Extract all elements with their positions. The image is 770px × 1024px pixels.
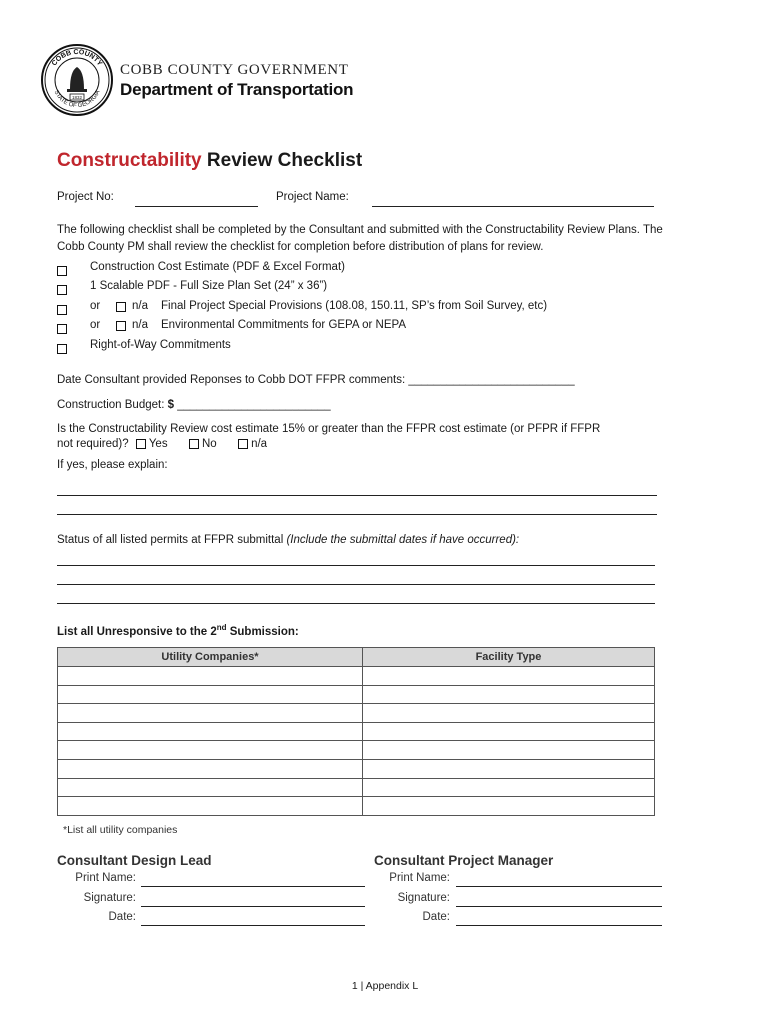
signature-label: Signature: bbox=[83, 892, 136, 904]
org-name: COBB COUNTY GOVERNMENT bbox=[120, 62, 349, 78]
facility-type-cell[interactable] bbox=[363, 759, 655, 778]
page-footer: 1 | Appendix L bbox=[351, 980, 419, 992]
left-signature-title: Consultant Design Lead bbox=[57, 853, 212, 868]
project-name-field[interactable] bbox=[372, 206, 654, 207]
print-name-field[interactable] bbox=[456, 886, 662, 887]
utility-company-cell[interactable] bbox=[58, 741, 363, 760]
table-row bbox=[58, 797, 655, 816]
checkbox[interactable] bbox=[57, 305, 67, 315]
na-checkbox[interactable] bbox=[116, 302, 126, 312]
na-label: n/a bbox=[251, 438, 268, 450]
na-checkbox[interactable] bbox=[238, 439, 248, 449]
title-rest: Review Checklist bbox=[201, 150, 363, 171]
explain-label: If yes, please explain: bbox=[57, 459, 168, 471]
yes-checkbox[interactable] bbox=[136, 439, 146, 449]
column-header: Utility Companies* bbox=[58, 648, 363, 667]
intro-paragraph: The following checklist shall be completed by the Consultant and submitted with the Constructability Review Plans. The Cobb County PM shall review the checklist for completion before distribution of plans for review. bbox=[57, 224, 663, 253]
signature-label: Signature: bbox=[397, 892, 450, 904]
utility-company-cell[interactable] bbox=[58, 797, 363, 816]
signature-field[interactable] bbox=[456, 906, 662, 907]
print-name-label: Print Name: bbox=[75, 872, 136, 884]
table-row bbox=[58, 685, 655, 704]
checklist-item: Right-of-Way Commitments bbox=[57, 340, 67, 358]
table-row bbox=[58, 741, 655, 760]
utility-table bbox=[57, 647, 655, 816]
na-checkbox[interactable] bbox=[116, 321, 126, 331]
budget-currency: $ bbox=[167, 399, 174, 411]
date-label: Date: bbox=[422, 911, 450, 923]
right-signature-title: Consultant Project Manager bbox=[374, 853, 554, 868]
construction-budget bbox=[57, 399, 331, 411]
utility-company-cell[interactable] bbox=[58, 667, 363, 686]
facility-type-cell[interactable] bbox=[363, 704, 655, 723]
checklist-item: 1 Scalable PDF - Full Size Plan Set (24” x 36”) bbox=[57, 281, 67, 299]
checklist-item: or n/a Environmental Commitments for GEPA or NEPA bbox=[57, 320, 67, 338]
seal-bottom-text: STATE OF GEORGIA bbox=[52, 89, 102, 110]
permits-label: Status of all listed permits at FFPR submittal (Include the submittal dates if have occurred): bbox=[57, 534, 520, 546]
table-row bbox=[58, 778, 655, 797]
unresponsive-label: List all Unresponsive to the 2nd Submission: bbox=[57, 623, 299, 638]
table-note: *List all utility companies bbox=[63, 824, 178, 836]
facility-type-cell[interactable] bbox=[363, 797, 655, 816]
date-field[interactable] bbox=[456, 925, 662, 926]
permits-line[interactable] bbox=[57, 565, 655, 566]
table-row bbox=[58, 759, 655, 778]
date-consultant-label: Date Consultant provided Reponses to Cobb DOT FFPR comments: __________________________ bbox=[57, 374, 575, 386]
yes-label: Yes bbox=[148, 438, 168, 450]
column-header: Facility Type bbox=[363, 648, 655, 667]
table-row bbox=[58, 704, 655, 723]
table-row bbox=[58, 722, 655, 741]
utility-company-cell[interactable] bbox=[58, 759, 363, 778]
utility-company-cell[interactable] bbox=[58, 722, 363, 741]
table-row bbox=[58, 667, 655, 686]
budget-field[interactable]: ________________________ bbox=[174, 399, 331, 411]
utility-company-cell[interactable] bbox=[58, 685, 363, 704]
date-label: Date: bbox=[108, 911, 136, 923]
permits-line[interactable] bbox=[57, 603, 655, 604]
permits-line[interactable] bbox=[57, 584, 655, 585]
signature-field[interactable] bbox=[141, 906, 365, 907]
utility-company-cell[interactable] bbox=[58, 704, 363, 723]
seal-top-text: COBB COUNTY bbox=[50, 48, 104, 68]
facility-type-cell[interactable] bbox=[363, 667, 655, 686]
page-title bbox=[57, 150, 362, 172]
no-checkbox[interactable] bbox=[189, 439, 199, 449]
title-highlight: Constructability bbox=[57, 150, 202, 171]
facility-type-cell[interactable] bbox=[363, 741, 655, 760]
explain-line[interactable] bbox=[57, 514, 657, 515]
department-name: Department of Transportation bbox=[120, 80, 354, 99]
checkbox[interactable] bbox=[57, 285, 67, 295]
facility-type-cell[interactable] bbox=[363, 685, 655, 704]
checkbox[interactable] bbox=[57, 266, 67, 276]
project-no-field[interactable] bbox=[135, 206, 258, 207]
checklist-item: Construction Cost Estimate (PDF & Excel Format) bbox=[57, 262, 67, 280]
explain-line[interactable] bbox=[57, 495, 657, 496]
project-name-label: Project Name: bbox=[276, 191, 349, 203]
cost-question-line2: not required)? Yes No n/a bbox=[57, 438, 268, 450]
checkbox[interactable] bbox=[57, 344, 67, 354]
print-name-label: Print Name: bbox=[389, 872, 450, 884]
seal-year: 1832 bbox=[71, 95, 83, 100]
checkbox[interactable] bbox=[57, 324, 67, 334]
county-seal-logo bbox=[40, 43, 114, 117]
facility-type-cell[interactable] bbox=[363, 722, 655, 741]
budget-label: Construction Budget: bbox=[57, 399, 168, 411]
print-name-field[interactable] bbox=[141, 886, 365, 887]
utility-company-cell[interactable] bbox=[58, 778, 363, 797]
utility-table-body bbox=[58, 667, 655, 816]
cost-question-line1: Is the Constructability Review cost estimate 15% or greater than the FFPR cost estimate (or PFPR if FFPR bbox=[57, 423, 601, 435]
date-field[interactable] bbox=[141, 925, 365, 926]
facility-type-cell[interactable] bbox=[363, 778, 655, 797]
no-label: No bbox=[201, 438, 217, 450]
checklist-item: or n/a Final Project Special Provisions (108.08, 150.11, SP’s from Soil Survey, etc) bbox=[57, 301, 67, 319]
project-no-label: Project No: bbox=[57, 191, 114, 203]
